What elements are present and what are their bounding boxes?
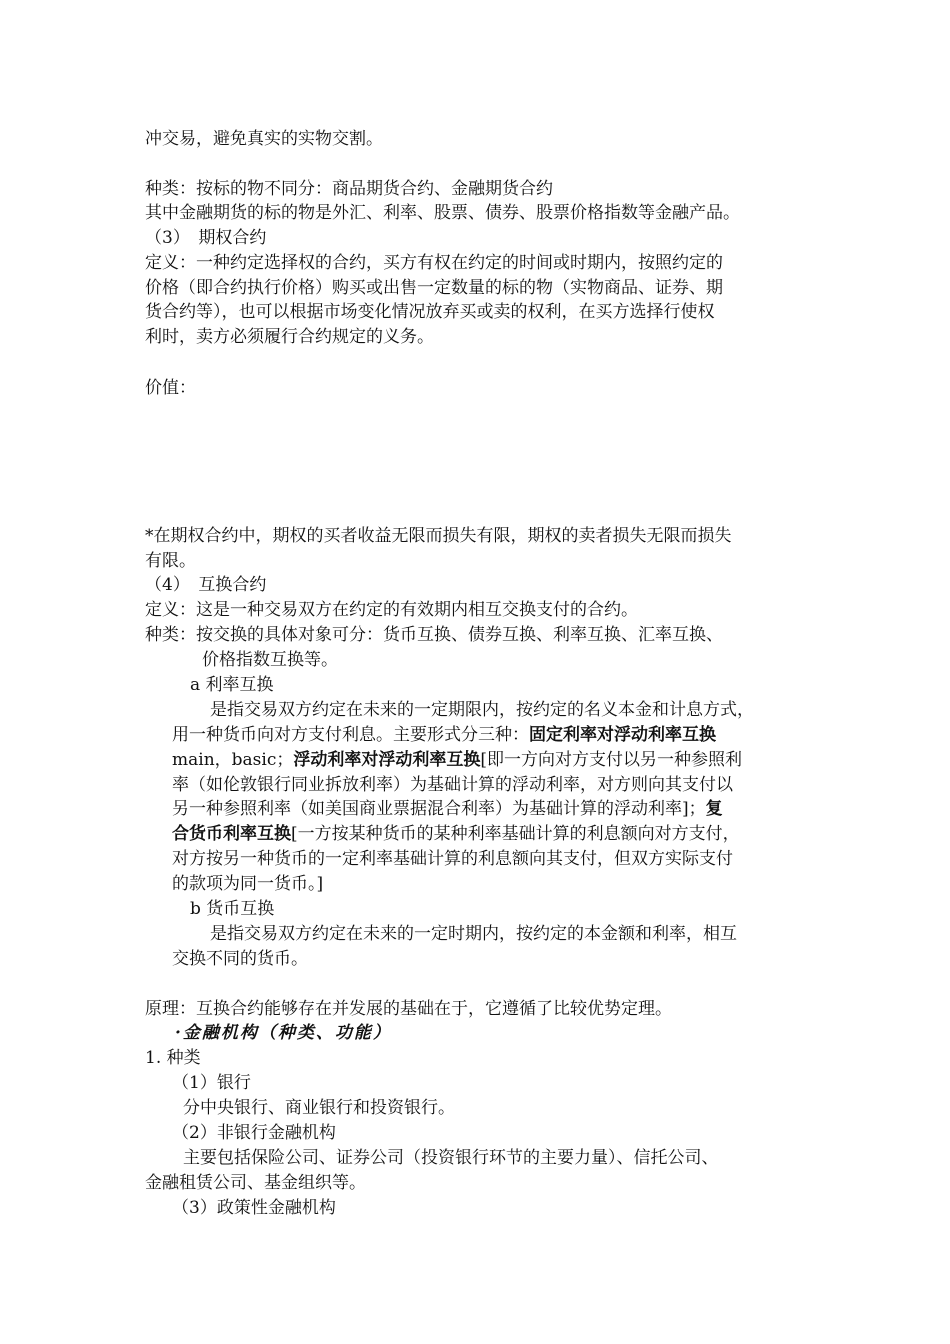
text-line: 对方按另一种货币的一定利率基础计算的利息额向其支付，但双方实际支付 — [172, 849, 733, 869]
text-span: main，basic； — [172, 750, 294, 770]
text-line: 分中央银行、商业银行和投资银行。 — [183, 1098, 455, 1118]
bold-term: 合货币利率互换 — [172, 824, 291, 844]
text-span: 用一种货币向对方支付利息。主要形式分三种： — [172, 725, 529, 745]
bold-term: 复 — [705, 799, 723, 819]
text-line: *在期权合约中，期权的买者收益无限而损失有限，期权的卖者损失无限而损失 — [145, 526, 732, 546]
text-line: 利时，卖方必须履行合约规定的义务。 — [145, 327, 434, 347]
text-line: 主要包括保险公司、证券公司（投资银行环节的主要力量）、信托公司、 — [183, 1148, 719, 1168]
text-line — [172, 723, 716, 747]
subheading: （1）银行 — [172, 1073, 251, 1093]
section-heading: （4） 互换合约 — [145, 575, 267, 595]
text-line: 货合约等），也可以根据市场变化情况放弃买或卖的权利，在买方选择行使权 — [145, 302, 715, 322]
text-line: 有限。 — [145, 551, 196, 571]
text-line: 冲交易，避免真实的实物交割。 — [145, 129, 383, 149]
text-line: 价值： — [145, 378, 196, 398]
text-line: 种类：按标的物不同分：商品期货合约、金融期货合约 — [145, 179, 553, 199]
bold-term: 固定利率对浮动利率互换 — [529, 725, 716, 745]
text-line: 价格（即合约执行价格）购买或出售一定数量的标的物（实物商品、证券、期 — [145, 278, 723, 298]
subheading: a 利率互换 — [190, 675, 274, 695]
text-span: [即一方向对方支付以另一种参照利 — [480, 750, 742, 770]
text-line: 交换不同的货币。 — [172, 949, 308, 969]
text-line: 其中金融期货的标的物是外汇、利率、股票、债券、股票价格指数等金融产品。 — [145, 203, 740, 223]
subheading: （2）非银行金融机构 — [172, 1123, 336, 1143]
section-heading: 1. 种类 — [145, 1048, 201, 1068]
text-span: 另一种参照利率（如美国商业票据混合利率）为基础计算的浮动利率]； — [172, 799, 706, 819]
text-line: 原理：互换合约能够存在并发展的基础在于，它遵循了比较优势定理。 — [145, 999, 672, 1019]
text-line: 的款项为同一货币。] — [172, 874, 324, 894]
text-line: 金融租赁公司、基金组织等。 — [145, 1173, 366, 1193]
text-span: [一方按某种货币的某种利率基础计算的利息额向对方支付， — [291, 824, 740, 844]
text-line: 是指交易双方约定在未来的一定时期内，按约定的本金额和利率，相互 — [210, 924, 737, 944]
text-line — [172, 797, 723, 821]
text-line: 种类：按交换的具体对象可分：货币互换、债券互换、利率互换、汇率互换、 — [145, 625, 723, 645]
subheading: （3）政策性金融机构 — [172, 1198, 336, 1218]
text-line: 定义：一种约定选择权的合约，买方有权在约定的时间或时期内，按照约定的 — [145, 253, 723, 273]
subheading: b 货币互换 — [190, 899, 275, 919]
text-line: 定义：这是一种交易双方在约定的有效期内相互交换支付的合约。 — [145, 600, 638, 620]
text-line: 价格指数互换等。 — [202, 650, 338, 670]
text-line: 是指交易双方约定在未来的一定期限内，按约定的名义本金和计息方式， — [210, 700, 754, 720]
text-line — [172, 748, 742, 772]
section-heading: ·金融机构（种类、功能） — [175, 1023, 392, 1043]
text-line: 率（如伦敦银行同业拆放利率）为基础计算的浮动利率，对方则向其支付以 — [172, 775, 733, 795]
bold-term: 浮动利率对浮动利率互换 — [293, 750, 481, 770]
section-heading: （3） 期权合约 — [145, 228, 267, 248]
text-line — [172, 822, 740, 846]
